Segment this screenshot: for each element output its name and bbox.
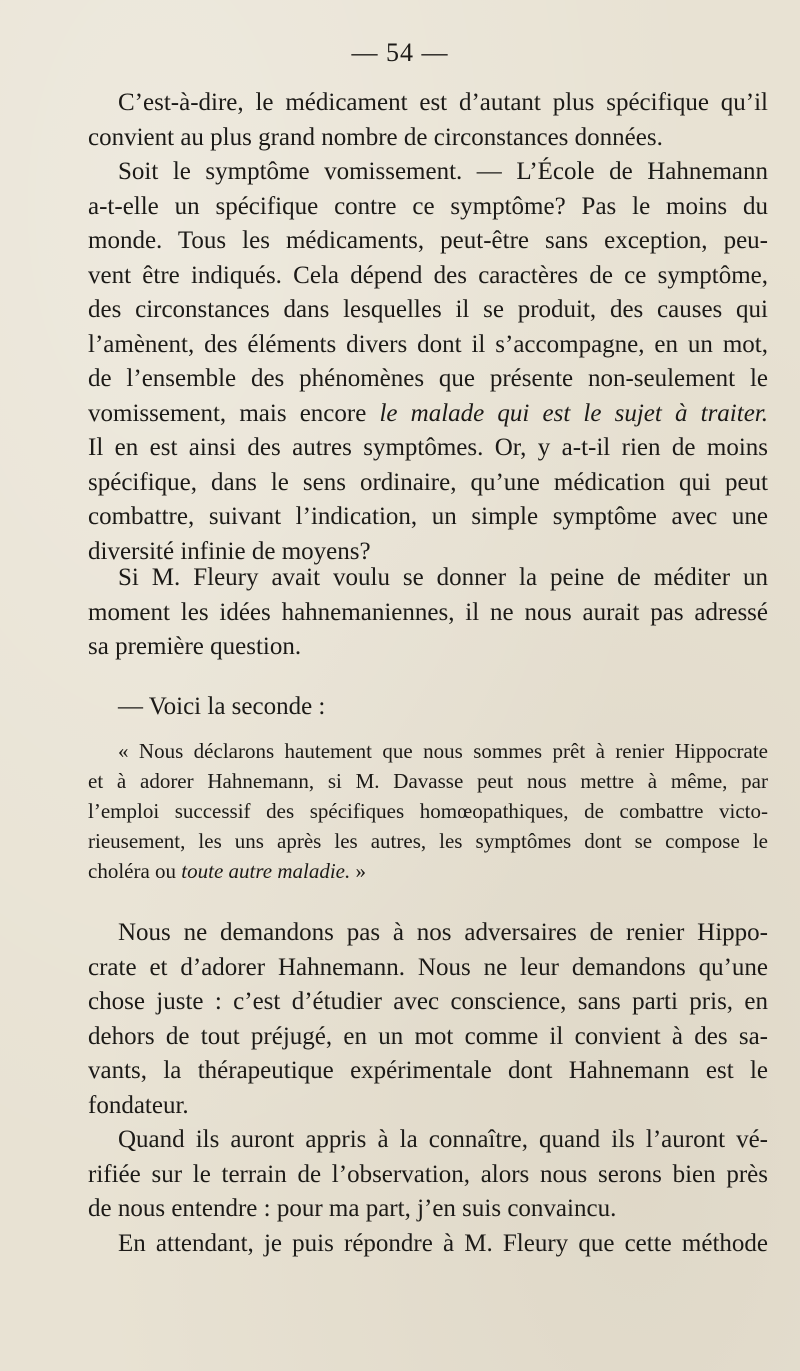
text-line: de l’ensemble des phénomènes que présente non-seulement le — [88, 365, 768, 392]
text-line: des circonstances dans lesquelles il se produit, des causes qui — [88, 296, 768, 323]
text-line: C’est-à-dire, le médicament est d’autant plus spécifique qu’il — [118, 89, 768, 116]
text-line: vants, la thérapeutique expérimentale dont Hahnemann est le — [88, 1057, 768, 1084]
quote-line: rieusement, les uns après les autres, les symptômes dont se compose le — [88, 829, 768, 853]
text-span: vomissement, mais encore — [88, 399, 380, 427]
quote-line — [88, 856, 768, 886]
text-line: diversité infinie de moyens? — [88, 537, 371, 565]
text-line: — Voici la seconde : — [118, 693, 326, 720]
text-line: Nous ne demandons pas à nos adversaires de renier Hippo- — [118, 919, 768, 946]
paragraph-1 — [88, 86, 768, 569]
text-line: de nous entendre : pour ma part, j’en suis convaincu. — [88, 1195, 617, 1222]
text-line: rifiée sur le terrain de l’observation, alors nous serons bien près — [88, 1160, 768, 1188]
italic-phrase: le malade qui est le sujet à traiter. — [379, 399, 769, 427]
text-line: a-t-elle un spécifique contre ce symptôme? Pas le moins du — [88, 192, 768, 220]
paragraph-3 — [88, 690, 768, 725]
italic-phrase: toute autre maladie. — [181, 859, 351, 883]
text-line: crate et d’adorer Hahnemann. Nous ne leur demandons qu’une — [88, 953, 768, 981]
text-line: Quand ils auront appris à la connaître, quand ils l’auront vé- — [118, 1126, 768, 1153]
paragraph-2 — [88, 561, 768, 665]
text-line: combattre, suivant l’indication, un simple symptôme avec une — [88, 503, 768, 530]
text-line: sa première question. — [88, 633, 302, 660]
page-number: — 54 — — [351, 38, 449, 67]
text-line: Soit le symptôme vomissement. — L’École de Hahnemann — [118, 158, 768, 185]
quote-line: et à adorer Hahnemann, si M. Davasse peut nous mettre à même, par — [88, 769, 768, 793]
text-line — [88, 397, 768, 432]
text-line: fondateur. — [88, 1091, 189, 1119]
text-line: En attendant, je puis répondre à M. Fleury que cette méthode — [118, 1229, 768, 1257]
text-span: » — [350, 859, 366, 883]
text-line: moment les idées hahnemaniennes, il ne nous aurait pas adressé — [88, 598, 768, 626]
paragraph-4 — [88, 916, 768, 1261]
text-line: vent être indiqués. Cela dépend des caractères de ce symptôme, — [88, 261, 768, 289]
text-line: Il en est ainsi des autres symptômes. Or, y a-t-il rien de moins — [88, 434, 768, 461]
text-span: choléra ou — [88, 859, 182, 883]
text-line: dehors de tout préjugé, en un mot comme il convient à des sa- — [88, 1022, 768, 1050]
text-line: spécifique, dans le sens ordinaire, qu’une médication qui peut — [88, 468, 768, 496]
text-line: convient au plus grand nombre de circonstances données. — [88, 123, 663, 151]
quote-line: l’emploi successif des spécifiques homœopathiques, de combattre victo- — [88, 799, 768, 823]
text-line: Si M. Fleury avait voulu se donner la peine de méditer un — [118, 564, 768, 591]
quote-line: « Nous déclarons hautement que nous sommes prêt à renier Hippocrate — [118, 739, 768, 763]
block-quote — [88, 736, 768, 886]
text-line: chose juste : c’est d’étudier avec conscience, sans parti pris, en — [88, 988, 768, 1015]
text-line: monde. Tous les médicaments, peut-être sans exception, peu- — [88, 227, 768, 254]
text-line: l’amènent, des éléments divers dont il s’accompagne, en un mot, — [88, 330, 768, 358]
